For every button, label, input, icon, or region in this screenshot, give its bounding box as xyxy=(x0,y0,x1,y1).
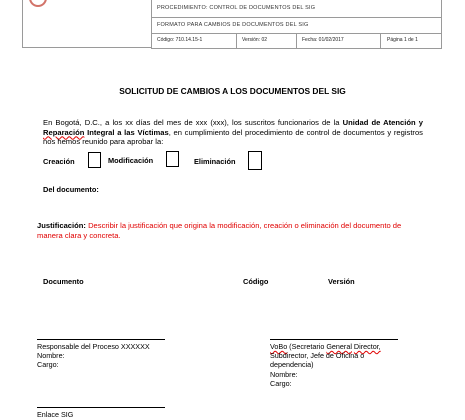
pagina-meta: Página 1 de 1 xyxy=(387,37,418,43)
vobo-nombre: Nombre: xyxy=(270,369,298,379)
enlace-sig-label: Enlace SIG xyxy=(37,410,74,419)
vobo-line3: dependencia) xyxy=(270,360,314,370)
vobo-cargo: Cargo: xyxy=(270,378,292,388)
vobo-line2: Subdirector, Jefe de Oficina o xyxy=(270,351,365,361)
vobo-general: General xyxy=(326,342,352,351)
vobo-block xyxy=(270,342,430,388)
codigo-column: Código xyxy=(243,277,269,286)
vobo-abbrev: VoBo xyxy=(270,342,288,351)
eliminacion-checkbox[interactable] xyxy=(248,151,262,170)
intro-text-5: , en cumplimiento del procedimiento de control de documentos y registros nos hemos reunido para aprobar la: xyxy=(43,127,423,147)
del-documento-label: Del documento: xyxy=(43,185,99,194)
header-meta-fecha xyxy=(296,33,381,49)
intro-text-4: Integral a las Víctimas xyxy=(84,127,169,137)
header-meta-version xyxy=(236,33,297,49)
modificacion-checkbox[interactable] xyxy=(166,151,179,167)
intro-text-1: En Bogotá, D.C., a los xx días del mes de xxx (xxx), los suscritos funcionarios de la xyxy=(43,118,343,127)
fecha-meta: Fecha: 01/02/2017 xyxy=(302,37,344,43)
logo-icon xyxy=(29,0,47,7)
intro-paragraph xyxy=(43,118,423,147)
page-title: SOLICITUD DE CAMBIOS A LOS DOCUMENTOS DEL SIG xyxy=(119,86,346,96)
responsable-title: Responsable del Proceso XXXXXX xyxy=(37,342,150,351)
responsable-block xyxy=(37,342,150,370)
procedure-title: PROCEDIMIENTO: CONTROL DE DOCUMENTOS DEL SIG xyxy=(157,5,316,11)
modificacion-label: Modificación xyxy=(108,156,154,165)
vobo-director: Director, xyxy=(353,342,381,351)
version-meta: Versión: 02 xyxy=(242,37,268,43)
creacion-label: Creación xyxy=(43,157,75,166)
responsable-nombre: Nombre: xyxy=(37,351,65,361)
creacion-checkbox[interactable] xyxy=(88,152,101,168)
justificacion-paragraph xyxy=(37,221,423,240)
version-column: Versión xyxy=(328,277,355,286)
intro-text-3: Reparación xyxy=(43,127,85,137)
codigo-meta: Código: 710.14.15-1 xyxy=(157,37,203,43)
justificacion-label: Justificación: xyxy=(37,221,86,230)
enlace-signature-line xyxy=(37,407,165,408)
vobo-line1 xyxy=(270,342,430,351)
responsable-signature-line xyxy=(37,339,165,340)
header-logo-cell xyxy=(22,0,152,48)
documento-column: Documento xyxy=(43,277,84,286)
responsable-cargo: Cargo: xyxy=(37,360,59,370)
vobo-signature-line xyxy=(270,339,398,340)
header-meta-codigo xyxy=(151,33,237,49)
vobo-text-1: (Secretario xyxy=(287,342,327,351)
header-row1 xyxy=(151,0,442,18)
eliminacion-label: Eliminación xyxy=(194,157,236,166)
header-row2 xyxy=(151,17,442,34)
justificacion-text: Describir la justificación que origina la modificación, creación o eliminación del documento de manera clara y concreta. xyxy=(37,221,402,240)
format-title: FORMATO PARA CAMBIOS DE DOCUMENTOS DEL SIG xyxy=(157,22,309,28)
intro-text-2: Unidad de Atención y xyxy=(342,118,423,127)
header-meta-pagina xyxy=(380,33,442,49)
